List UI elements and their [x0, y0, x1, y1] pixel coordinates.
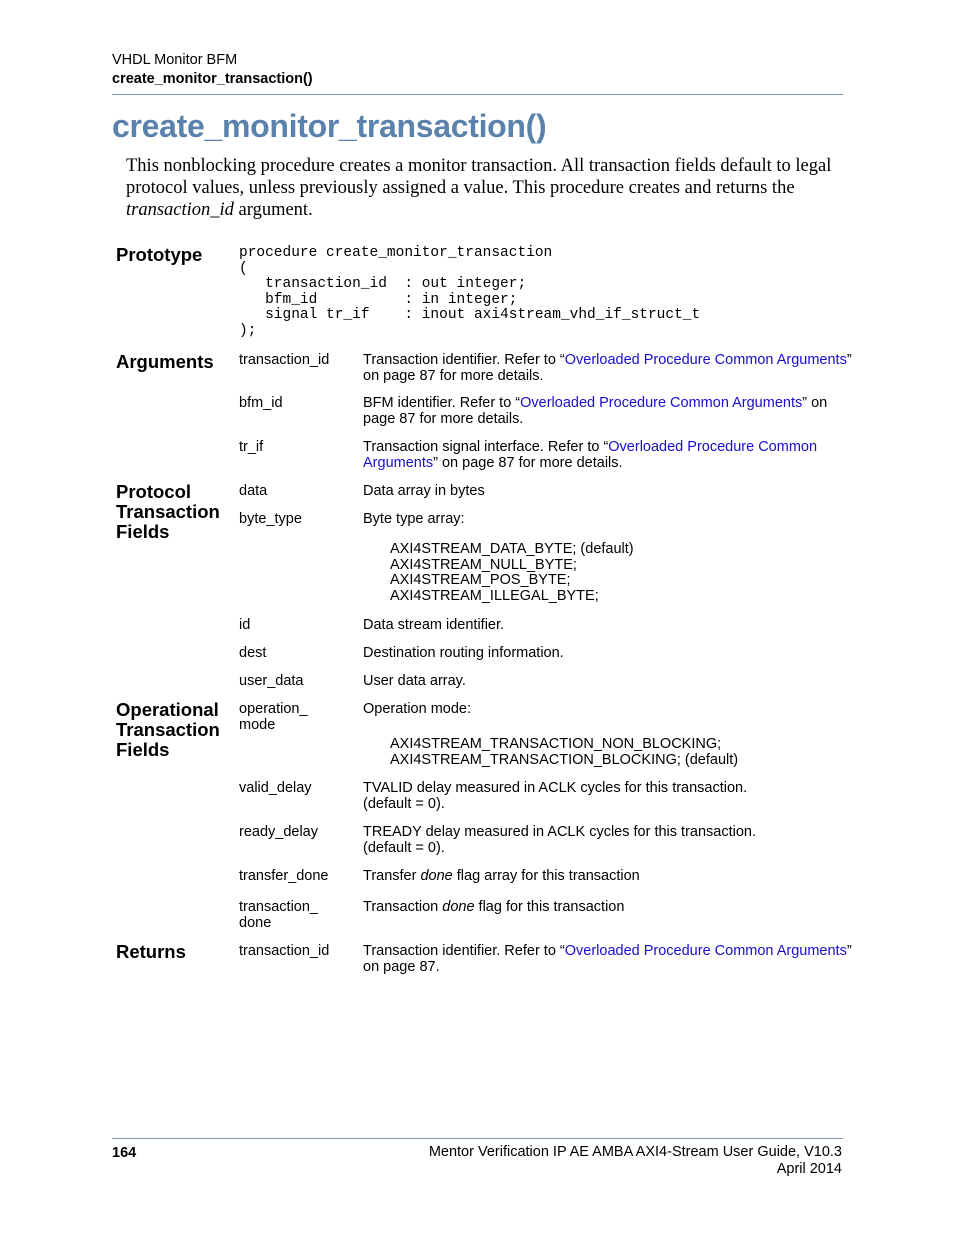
footer-guide-title: Mentor Verification IP AE AMBA AXI4-Stream User Guide, V10.3 [428, 1144, 842, 1160]
field-desc-valid-delay [363, 780, 853, 812]
section-line: Transaction [116, 501, 220, 522]
field-desc-ready-delay [363, 824, 853, 856]
desc-text: BFM identifier. Refer to “ [363, 395, 521, 411]
section-line: Operational [116, 699, 219, 720]
intro-paragraph [126, 155, 846, 221]
field-desc-operation-mode: Operation mode: [363, 701, 472, 717]
code-line: transaction_id : out integer; [239, 276, 527, 293]
code-line: procedure create_monitor_transaction [239, 245, 553, 261]
enum-value: AXI4STREAM_POS_BYTE; [390, 572, 571, 589]
field-desc-id: Data stream identifier. [363, 617, 505, 633]
code-line: ); [239, 322, 257, 339]
field-name-transfer-done: transfer_done [239, 868, 329, 884]
desc-text: Transaction identifier. Refer to “ [363, 352, 565, 368]
desc-text: ” on page 87 for more details. [363, 352, 852, 384]
section-prototype: Prototype [116, 244, 203, 265]
intro-italic-arg: transaction_id [126, 200, 234, 220]
arg-name-transaction-id: transaction_id [239, 352, 330, 368]
field-name-valid-delay: valid_delay [239, 780, 312, 796]
field-desc-user-data: User data array. [363, 673, 466, 689]
arg-desc-transaction-id [363, 352, 853, 384]
desc-text: Transfer [363, 868, 421, 884]
field-name-byte-type: byte_type [239, 511, 302, 527]
footer-date: April 2014 [776, 1160, 842, 1177]
desc-italic: done [420, 868, 453, 884]
field-desc-transaction-done [363, 899, 853, 915]
field-name-dest: dest [239, 645, 267, 661]
field-name-ready-delay: ready_delay [239, 824, 318, 840]
enum-value: AXI4STREAM_TRANSACTION_NON_BLOCKING; [390, 736, 722, 752]
field-name-line: transaction_ [239, 899, 318, 915]
field-name-line: done [239, 915, 272, 931]
enum-value: AXI4STREAM_ILLEGAL_BYTE; [390, 587, 599, 604]
desc-line: (default = 0). [363, 796, 445, 812]
desc-text: ” on page 87 for more details. [433, 455, 623, 471]
field-name-id: id [239, 617, 251, 633]
section-returns: Returns [116, 941, 186, 962]
section-protocol-fields [116, 482, 220, 542]
field-desc-dest: Destination routing information. [363, 645, 564, 661]
arg-name-tr-if: tr_if [239, 439, 264, 455]
section-line: Fields [116, 739, 170, 760]
section-arguments: Arguments [116, 351, 214, 372]
intro-text-1: This nonblocking procedure creates a monitor transaction. All transaction fields default to legal protocol values, unless previously assigned a value. This procedure creates and returns the [126, 156, 832, 198]
enum-value: AXI4STREAM_DATA_BYTE; (default) [390, 541, 634, 557]
desc-text: flag for this transaction [474, 899, 625, 915]
return-name-transaction-id: transaction_id [239, 943, 330, 959]
field-desc-byte-type: Byte type array: [363, 511, 465, 527]
footer-document-info [429, 1144, 842, 1177]
intro-text-2: argument. [233, 200, 313, 220]
field-name-line: mode [239, 717, 276, 733]
section-operational-fields [116, 700, 220, 760]
field-name-operation-mode [239, 701, 308, 733]
page-number: 164 [112, 1145, 137, 1161]
desc-text: Transaction [363, 899, 443, 915]
overloaded-args-link[interactable]: Overloaded Procedure Common Arguments [564, 943, 847, 959]
operation-mode-values [390, 737, 738, 768]
desc-text: flag array for this transaction [452, 868, 640, 884]
enum-value: AXI4STREAM_NULL_BYTE; [390, 556, 577, 573]
desc-text: ” on page 87. [363, 943, 852, 975]
code-line: ( [239, 260, 248, 277]
field-name-data: data [239, 483, 268, 499]
arg-name-bfm-id: bfm_id [239, 395, 283, 411]
desc-line: TREADY delay measured in ACLK cycles for this transaction. [363, 824, 757, 840]
running-header-section: VHDL Monitor BFM [112, 52, 238, 68]
arg-desc-tr-if [363, 439, 853, 471]
desc-text: Transaction signal interface. Refer to “ [363, 439, 609, 455]
return-desc-transaction-id [363, 943, 853, 975]
desc-italic: done [442, 899, 475, 915]
field-name-line: operation_ [239, 701, 308, 717]
field-name-user-data: user_data [239, 673, 304, 689]
desc-text: ” on page 87 for more details. [363, 395, 828, 427]
footer-divider [112, 1138, 843, 1139]
desc-line: TVALID delay measured in ACLK cycles for this transaction. [363, 780, 748, 796]
byte-type-values [390, 542, 634, 604]
desc-text: Transaction identifier. Refer to “ [363, 943, 565, 959]
code-line: signal tr_if : inout axi4stream_vhd_if_struct_t [239, 307, 701, 324]
arg-desc-bfm-id [363, 395, 853, 427]
prototype-code [239, 246, 700, 340]
header-divider [112, 94, 843, 95]
overloaded-args-link[interactable]: Overloaded Procedure Common Arguments [363, 439, 818, 471]
field-name-transaction-done [239, 899, 318, 931]
code-line: bfm_id : in integer; [239, 291, 518, 308]
running-header-subsection: create_monitor_transaction() [112, 71, 313, 87]
section-line: Fields [116, 521, 170, 542]
page-title: create_monitor_transaction() [112, 108, 547, 144]
overloaded-args-link[interactable]: Overloaded Procedure Common Arguments [564, 352, 847, 368]
overloaded-args-link[interactable]: Overloaded Procedure Common Arguments [520, 395, 803, 411]
section-line: Transaction [116, 719, 220, 740]
field-desc-transfer-done [363, 868, 853, 884]
enum-value: AXI4STREAM_TRANSACTION_BLOCKING; (default) [390, 751, 739, 768]
section-line: Protocol [116, 481, 192, 502]
field-desc-data: Data array in bytes [363, 483, 485, 499]
desc-line: (default = 0). [363, 840, 445, 856]
